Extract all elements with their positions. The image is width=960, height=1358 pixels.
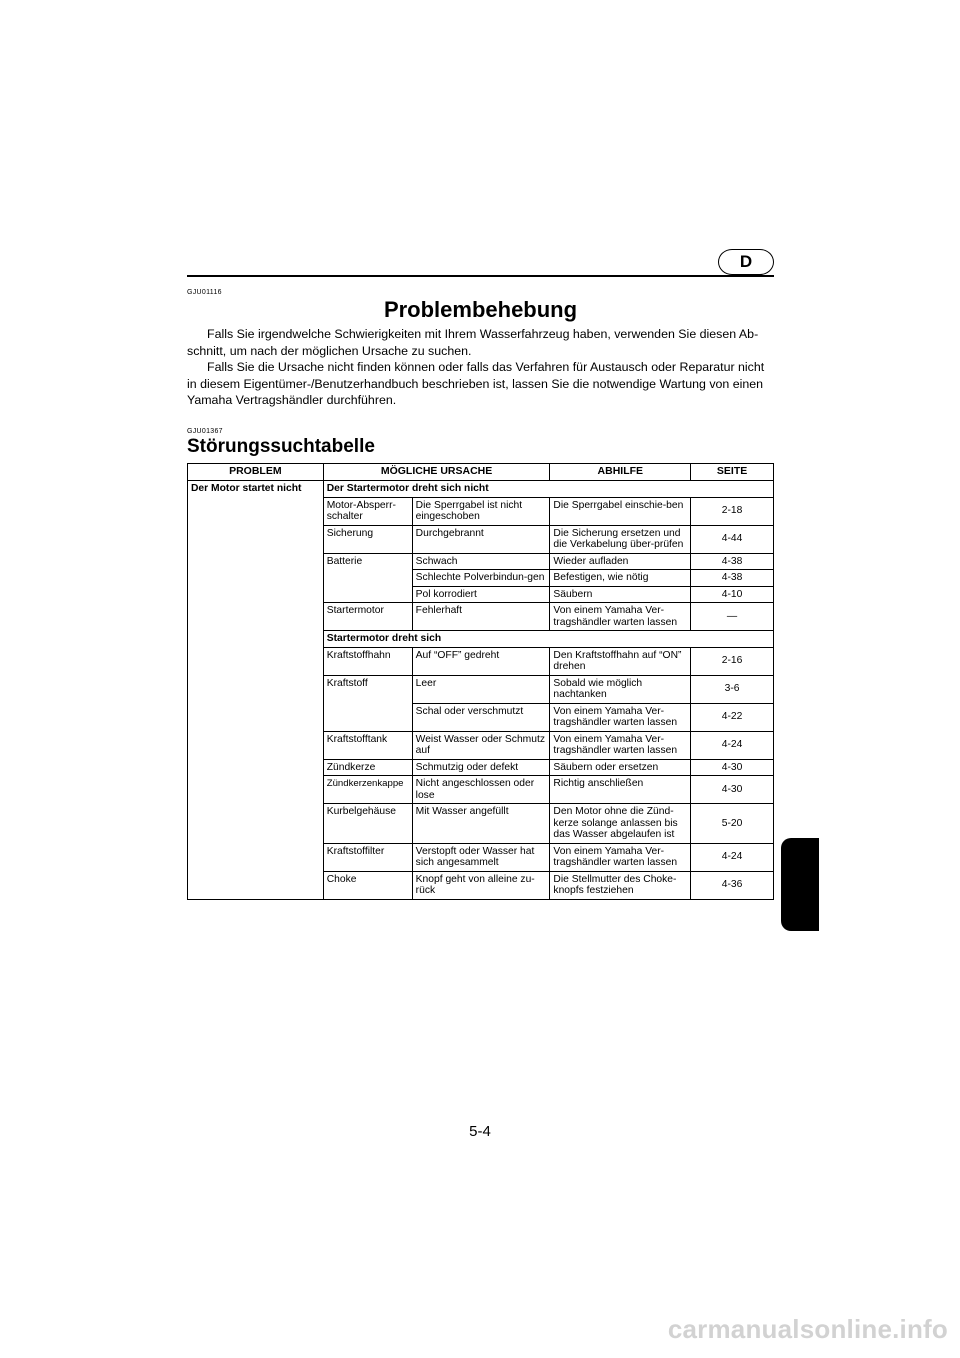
part-cell: Batterie	[323, 553, 412, 603]
header-rule	[187, 275, 774, 277]
part-cell: Zündkerze	[323, 759, 412, 776]
cause-cell: Schmutzig oder defekt	[412, 759, 550, 776]
remedy-cell: Sobald wie möglich nachtanken	[550, 675, 691, 703]
header-page: SEITE	[691, 464, 774, 481]
header-remedy: ABHILFE	[550, 464, 691, 481]
intro-paragraph-1: Falls Sie irgendwelche Schwierigkeiten mit Ihrem Wasserfahrzeug haben, verwenden Sie diesen Ab-schnitt, um nach der möglichen Ursache zu suchen.	[187, 327, 759, 358]
cause-cell: Fehlerhaft	[412, 603, 550, 631]
remedy-cell: Säubern	[550, 586, 691, 603]
page-title: Problembehebung	[383, 297, 578, 322]
cause-cell: Schal oder verschmutzt	[412, 703, 550, 731]
intro-paragraph-2: Falls Sie die Ursache nicht finden können oder falls das Verfahren für Austausch oder Reparatur nicht in diesem Eigentümer-/Benutzerhandbuch beschrieben ist, lassen Sie die notwendige Wartung von einen Yamaha Vertragshändler durchführen.	[187, 360, 765, 407]
part-cell: Kraftstofftank	[323, 731, 412, 759]
remedy-cell: Säubern oder ersetzen	[550, 759, 691, 776]
part-cell: Kurbelgehäuse	[323, 804, 412, 844]
part-cell: Kraftstoffhahn	[323, 647, 412, 675]
page-cell: 4-24	[691, 843, 774, 871]
cause-cell: Mit Wasser angefüllt	[412, 804, 550, 844]
page-cell: 4-30	[691, 776, 774, 804]
remedy-cell: Von einem Yamaha Ver-tragshändler warten lassen	[550, 603, 691, 631]
table-row	[188, 481, 774, 498]
page-cell: 2-16	[691, 647, 774, 675]
page-cell: 4-36	[691, 871, 774, 899]
header-problem: PROBLEM	[188, 464, 324, 481]
cause-cell: Schlechte Polverbindun-gen	[412, 570, 550, 587]
page-cell: 4-24	[691, 731, 774, 759]
group-heading: Der Startermotor dreht sich nicht	[323, 481, 773, 498]
group-heading: Startermotor dreht sich	[323, 631, 773, 648]
remedy-cell: Die Sicherung ersetzen und die Verkabelung über-prüfen	[550, 525, 691, 553]
part-cell: Sicherung	[323, 525, 412, 553]
cause-cell: Auf “OFF” gedreht	[412, 647, 550, 675]
cause-cell: Knopf geht von alleine zu-rück	[412, 871, 550, 899]
remedy-cell: Befestigen, wie nötig	[550, 570, 691, 587]
page-number: 5-4	[469, 1123, 491, 1140]
page-cell: 4-10	[691, 586, 774, 603]
troubleshooting-table	[187, 463, 774, 900]
remedy-cell: Den Kraftstoffhahn auf “ON” drehen	[550, 647, 691, 675]
remedy-cell: Die Sperrgabel einschie-ben	[550, 497, 691, 525]
part-cell: Kraftstoff	[323, 675, 412, 731]
page-cell: 4-38	[691, 553, 774, 570]
cause-cell: Nicht angeschlossen oder lose	[412, 776, 550, 804]
part-cell: Motor-Absperr-schalter	[323, 497, 412, 525]
cause-cell: Durchgebrannt	[412, 525, 550, 553]
intro-text	[187, 326, 774, 409]
language-badge: D	[718, 249, 774, 275]
page-cell: —	[691, 603, 774, 631]
page-cell: 4-38	[691, 570, 774, 587]
remedy-cell: Die Stellmutter des Choke-knopfs festziehen	[550, 871, 691, 899]
cause-cell: Leer	[412, 675, 550, 703]
cause-cell: Schwach	[412, 553, 550, 570]
cause-cell: Pol korrodiert	[412, 586, 550, 603]
cause-cell: Weist Wasser oder Schmutz auf	[412, 731, 550, 759]
page-cell: 4-22	[691, 703, 774, 731]
page-cell: 5-20	[691, 804, 774, 844]
page-cell: 3-6	[691, 675, 774, 703]
part-cell: Kraftstoffilter	[323, 843, 412, 871]
remedy-cell: Den Motor ohne die Zünd-kerze solange anlassen bis das Wasser abgelaufen ist	[550, 804, 691, 844]
header-cause: MÖGLICHE URSACHE	[323, 464, 550, 481]
remedy-cell: Richtig anschließen	[550, 776, 691, 804]
page-cell: 4-30	[691, 759, 774, 776]
chapter-tab-marker	[781, 838, 819, 931]
watermark: carmanualsonline.info	[667, 1314, 948, 1344]
ref-code-stoerungssuchtabelle: GJU01367	[187, 428, 223, 435]
page-cell: 2-18	[691, 497, 774, 525]
table-header-row	[188, 464, 774, 481]
section-title: Störungssuchtabelle	[187, 436, 375, 457]
part-cell: Zündkerzenkappe	[323, 776, 412, 804]
part-cell: Choke	[323, 871, 412, 899]
cause-cell: Verstopft oder Wasser hat sich angesammelt	[412, 843, 550, 871]
cause-cell: Die Sperrgabel ist nicht eingeschoben	[412, 497, 550, 525]
remedy-cell: Von einem Yamaha Ver-tragshändler warten lassen	[550, 703, 691, 731]
remedy-cell: Von einem Yamaha Ver-tragshändler warten lassen	[550, 843, 691, 871]
remedy-cell: Von einem Yamaha Ver-tragshändler warten lassen	[550, 731, 691, 759]
page-cell: 4-44	[691, 525, 774, 553]
ref-code-problembehebung: GJU01116	[187, 289, 222, 296]
problem-cell: Der Motor startet nicht	[191, 483, 302, 494]
remedy-cell: Wieder aufladen	[550, 553, 691, 570]
part-cell: Startermotor	[323, 603, 412, 631]
